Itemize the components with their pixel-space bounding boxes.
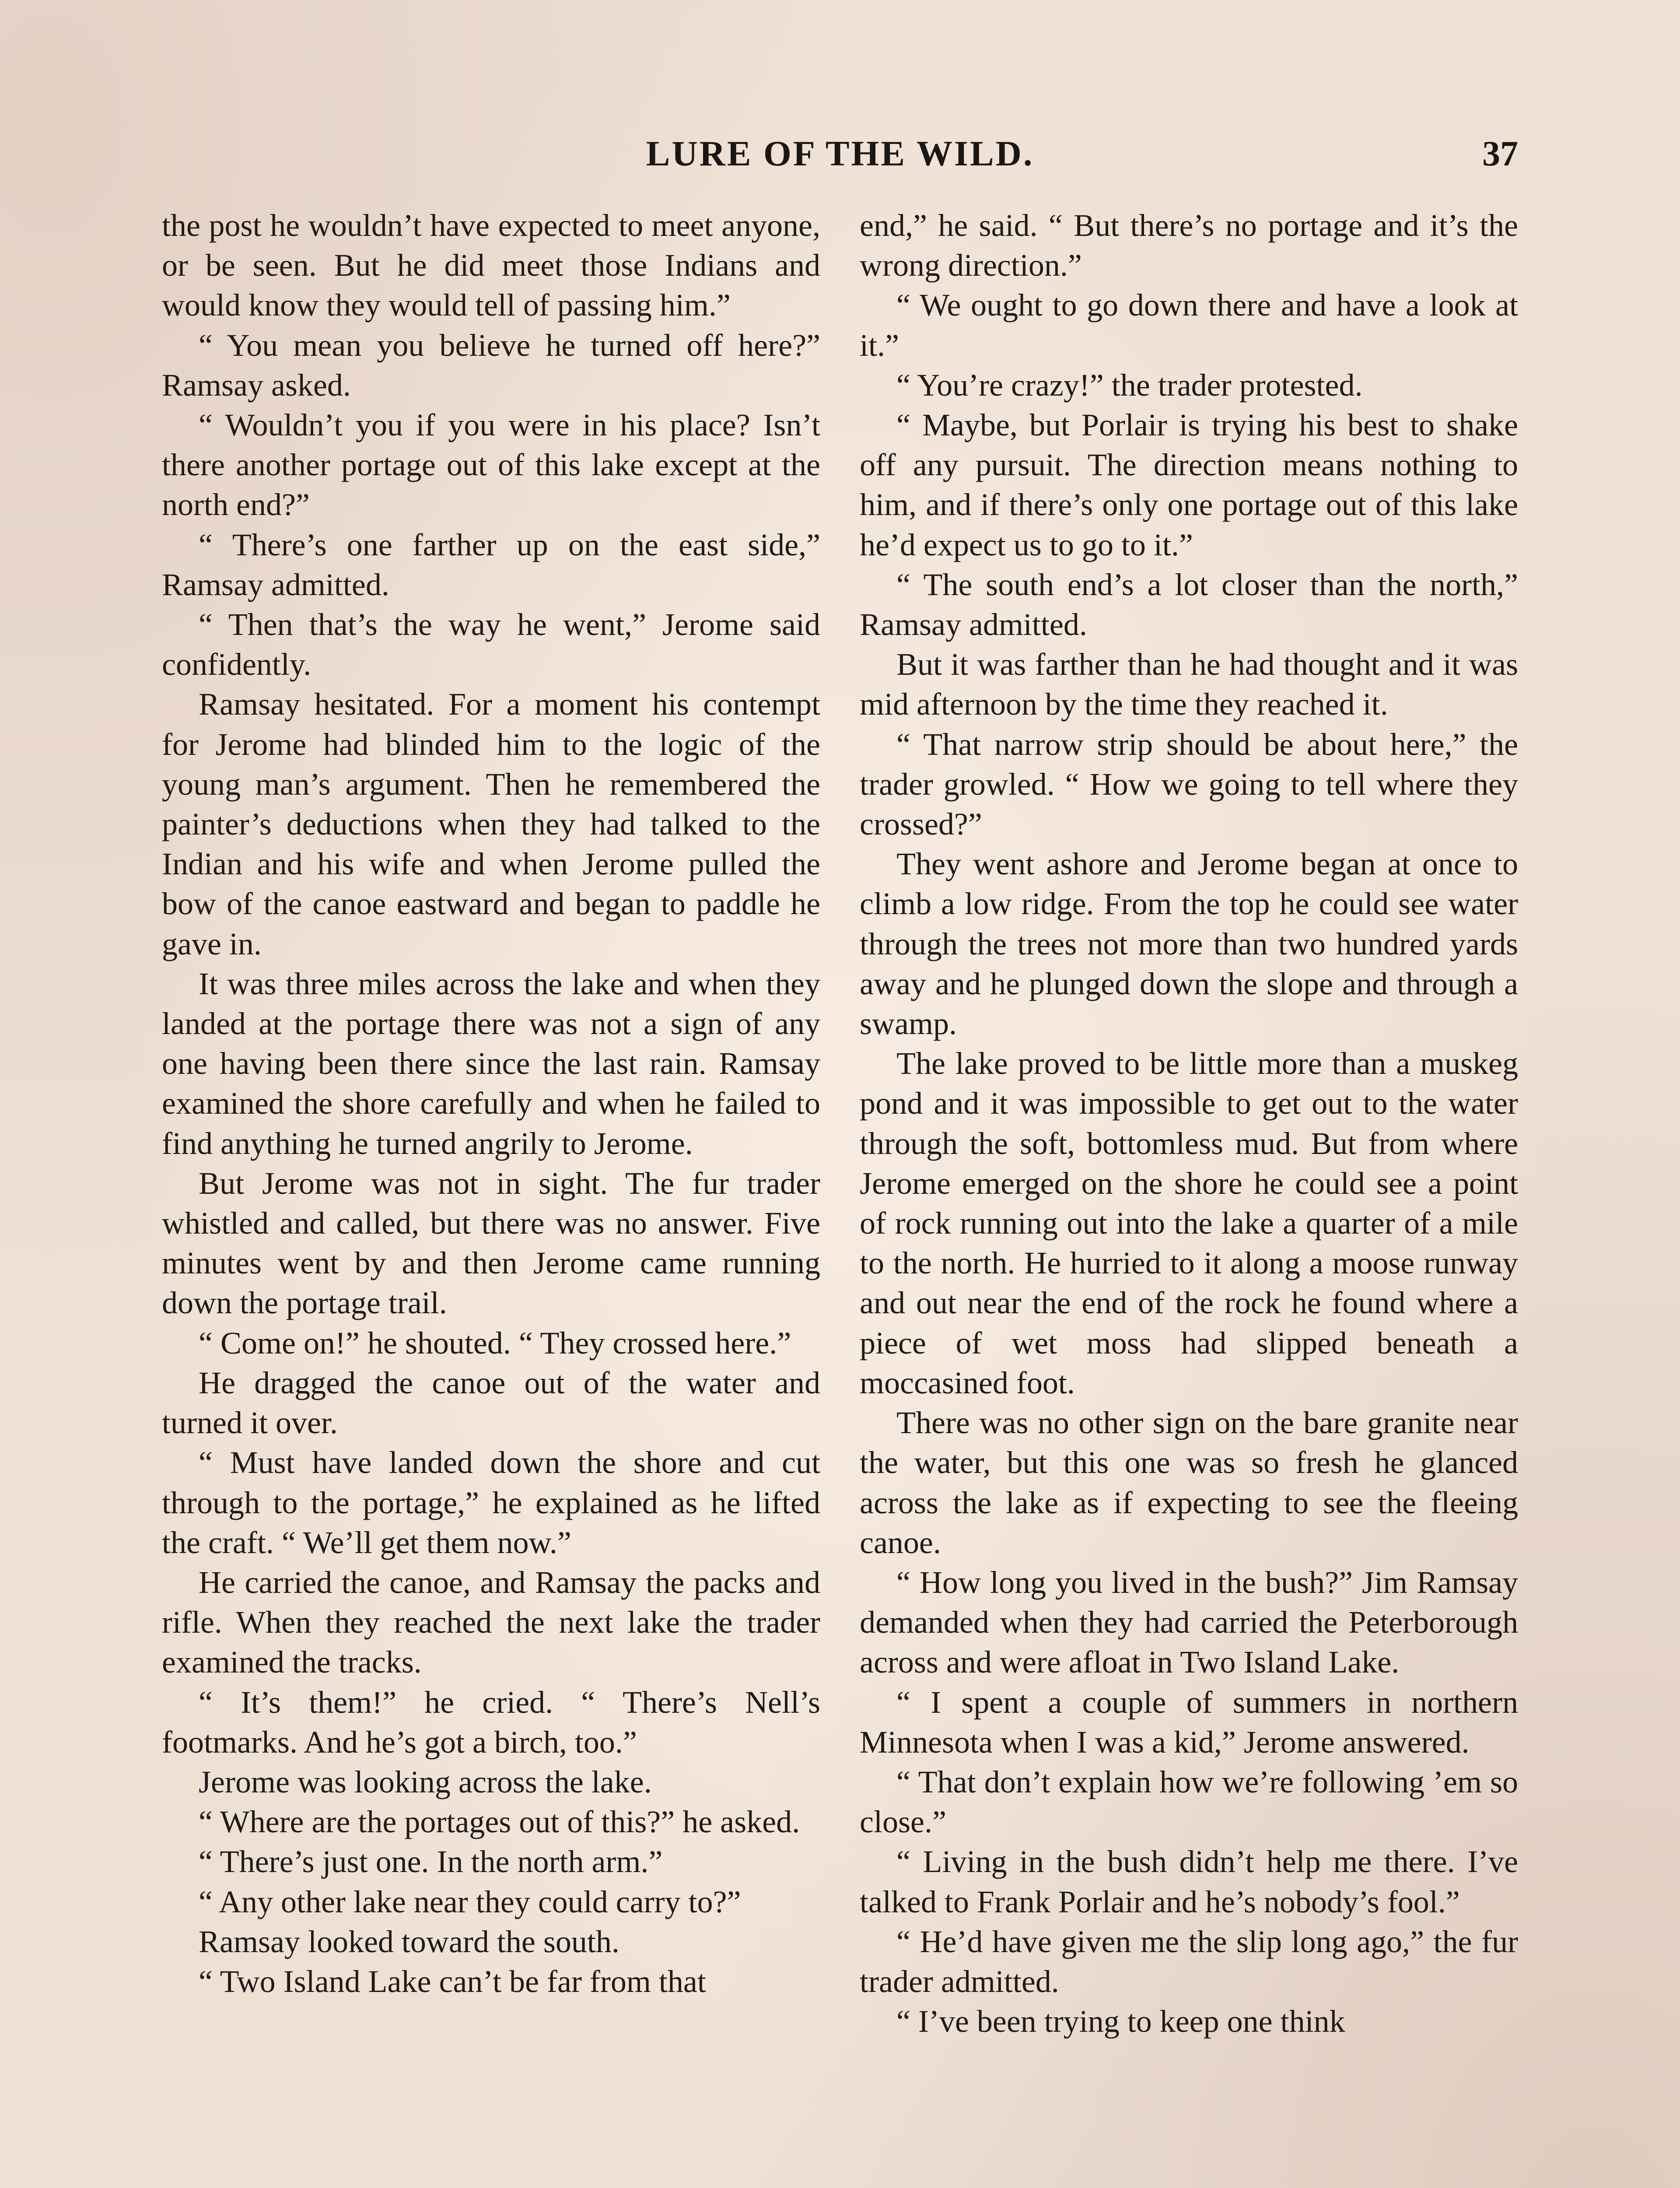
paragraph: Ramsay hesitated. For a moment his contempt for Jerome had blinded him to the logic of the young man’s argument. Then he remembered the painter’s deductions when they had talked to the Indian and his wife and when Jerome pulled the bow of the canoe eastward and began to paddle he gave in. bbox=[162, 687, 820, 961]
paragraph: “ The south end’s a lot closer than the north,” Ramsay admitted. bbox=[860, 567, 1518, 642]
paragraph: “ I spent a couple of summers in northern Minnesota when I was a kid,” Jerome answered. bbox=[860, 1684, 1518, 1760]
paragraph: He carried the canoe, and Ramsay the packs and rifle. When they reached the next lake the trader examined the tracks. bbox=[162, 1564, 820, 1680]
paragraph: “ There’s just one. In the north arm.” bbox=[199, 1844, 663, 1879]
paragraph: “ I’ve been trying to keep one think bbox=[896, 2004, 1345, 2039]
paragraph: “ That don’t explain how we’re following ’em so close.” bbox=[860, 1764, 1518, 1840]
paragraph: “ Wouldn’t you if you were in his place? Isn’t there another portage out of this lake except at the north end?” bbox=[162, 407, 820, 522]
paragraph: “ You’re crazy!” the trader protested. bbox=[896, 367, 1363, 403]
paragraph: “ You mean you believe he turned off here?” Ramsay asked. bbox=[162, 327, 820, 403]
paragraph: But it was farther than he had thought and it was mid afternoon by the time they reached it. bbox=[860, 647, 1518, 722]
paragraph: the post he wouldn’t have expected to meet anyone, or be seen. But he did meet those Indians and would know they would tell of passing him.” bbox=[162, 208, 820, 323]
paragraph: It was three miles across the lake and when they landed at the portage there was not a sign of any one having been there since the last rain. Ramsay examined the shore carefully and when he failed to find anything he turned angrily to Jerome. bbox=[162, 966, 820, 1161]
paragraph: “ Any other lake near they could carry to?” bbox=[199, 1884, 741, 1919]
paragraph: “ Come on!” he shouted. “ They crossed here.” bbox=[199, 1325, 791, 1360]
paragraph: end,” he said. “ But there’s no portage and it’s the wrong direction.” bbox=[860, 208, 1518, 283]
paragraph: The lake proved to be little more than a muskeg pond and it was impossible to get out to the water through the soft, bottomless mud. But from where Jerome emerged on the shore he could see a point of rock running out into the lake a quarter of a mile to the north. He hurried to it along a moose runway and out near the end of the rock he found where a piece of wet moss had slipped beneath a moccasined foot. bbox=[860, 1046, 1518, 1400]
left-column bbox=[162, 206, 820, 2002]
paragraph: “ He’d have given me the slip long ago,” the fur trader admitted. bbox=[860, 1924, 1518, 1999]
running-title: LURE OF THE WILD. bbox=[646, 133, 1034, 173]
paragraph: “ That narrow strip should be about here,” the trader growled. “ How we going to tell where they crossed?” bbox=[860, 726, 1518, 842]
page-number: 37 bbox=[1482, 133, 1518, 173]
paragraph: “ Where are the portages out of this?” he asked. bbox=[199, 1804, 800, 1840]
paragraph: But Jerome was not in sight. The fur trader whistled and called, but there was no answer. Five minutes went by and then Jerome came running down the portage trail. bbox=[162, 1165, 820, 1321]
paragraph: He dragged the canoe out of the water and turned it over. bbox=[162, 1365, 820, 1441]
paragraph: There was no other sign on the bare granite near the water, but this one was so fresh he glanced across the lake as if expecting to see the fleeing canoe. bbox=[860, 1405, 1518, 1560]
paragraph: They went ashore and Jerome began at once to climb a low ridge. From the top he could see water through the trees not more than two hundred yards away and he plunged down the slope and through a swamp. bbox=[860, 846, 1518, 1041]
paragraph: “ Then that’s the way he went,” Jerome said confidently. bbox=[162, 607, 820, 682]
paragraph: Jerome was looking across the lake. bbox=[199, 1764, 652, 1799]
paragraph: Ramsay looked toward the south. bbox=[199, 1924, 620, 1959]
paragraph: “ Maybe, but Porlair is trying his best to shake off any pursuit. The direction means nothing to him, and if there’s only one portage out of this lake he’d expect us to go to it.” bbox=[860, 407, 1518, 562]
paragraph: “ It’s them!” he cried. “ There’s Nell’s footmarks. And he’s got a birch, too.” bbox=[162, 1684, 820, 1760]
page-header bbox=[162, 130, 1518, 178]
right-column bbox=[860, 206, 1518, 2041]
paragraph: “ There’s one farther up on the east side,” Ramsay admitted. bbox=[162, 527, 820, 602]
paragraph: “ Living in the bush didn’t help me there. I’ve talked to Frank Porlair and he’s nobody’s fool.” bbox=[860, 1844, 1518, 1919]
paragraph: “ How long you lived in the bush?” Jim Ramsay demanded when they had carried the Peterborough across and were afloat in Two Island Lake. bbox=[860, 1564, 1518, 1680]
paragraph: “ Two Island Lake can’t be far from that bbox=[199, 1964, 706, 1999]
paragraph: “ We ought to go down there and have a look at it.” bbox=[860, 288, 1518, 363]
paragraph: “ Must have landed down the shore and cut through to the portage,” he explained as he lifted the craft. “ We’ll get them now.” bbox=[162, 1445, 820, 1560]
